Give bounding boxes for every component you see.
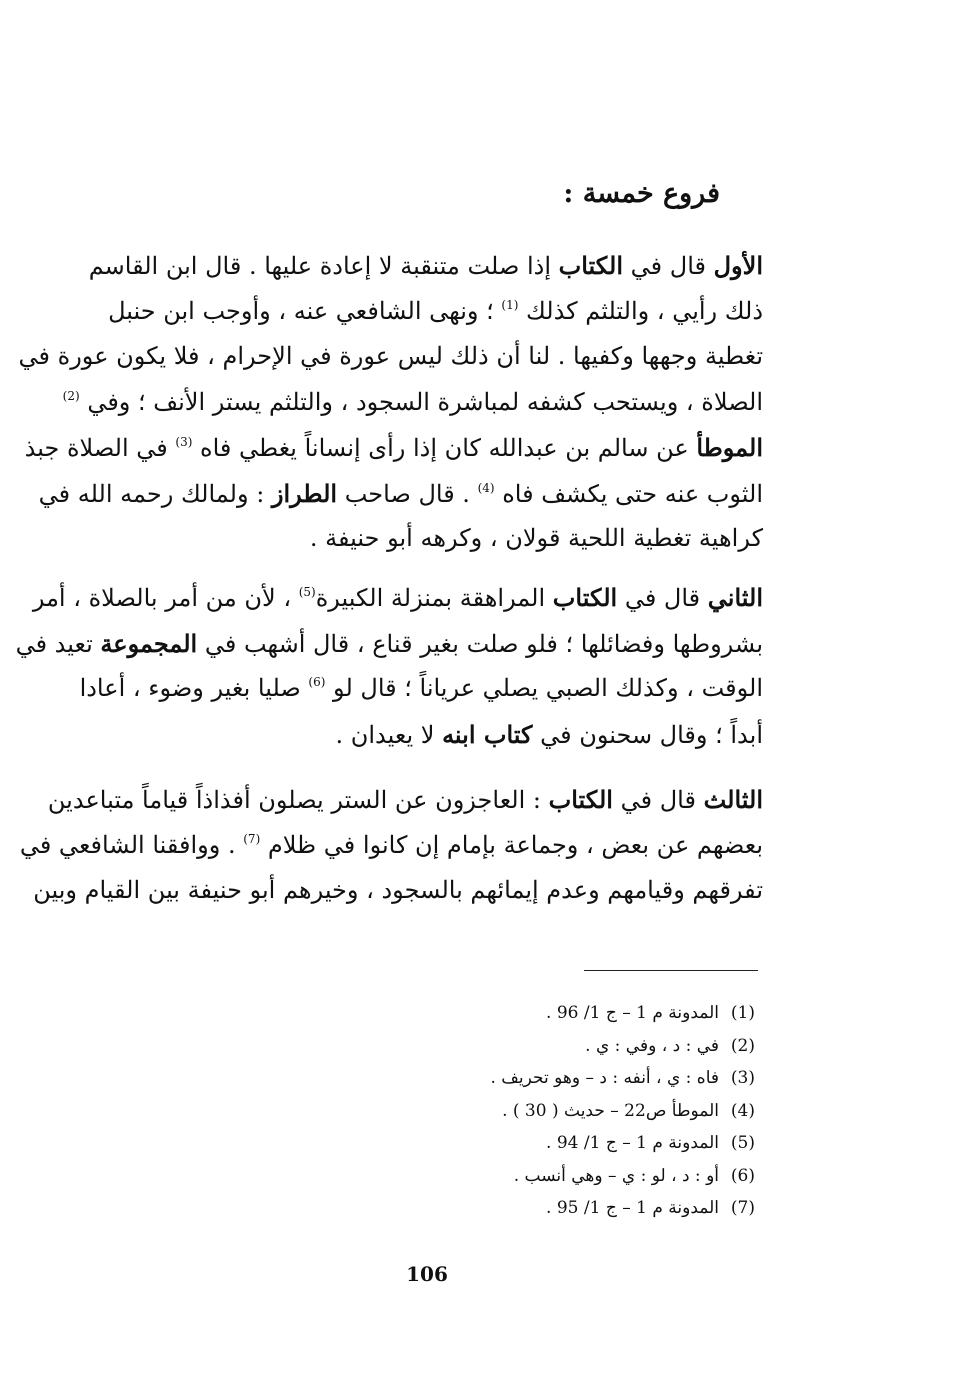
section-heading: فروع خمسة : (563, 178, 720, 209)
footnote-item (490, 1062, 755, 1095)
text-run: بشروطها وفضائلها ؛ فلو صلت بغير قناع ، قال أشهب في (197, 629, 763, 658)
text-line (19, 823, 763, 869)
footnote-item (490, 1127, 755, 1160)
footnote-divider (584, 970, 758, 971)
bold-term: كتاب ابنه (442, 719, 533, 749)
text-run: أبداً ؛ وقال سحنون في (532, 720, 763, 749)
bold-term: الكتاب (552, 583, 618, 612)
footnote-number: (2) (730, 1035, 755, 1056)
text-run: قال في (617, 584, 708, 612)
footnote-number: (5) (730, 1133, 755, 1153)
text-run: تغطية وجهها وكفيها . لنا أن ذلك ليس عورة في الإحرام ، فلا يكون عورة في (18, 342, 763, 370)
text-run: : العاجزون عن الستر يصلون أفذاذاً قياماً متباعدين (47, 786, 549, 814)
text-run: المراهقة بمنزلة الكبيرة (315, 584, 553, 612)
footnote-number: (3) (730, 1068, 755, 1088)
page-number: 106 (406, 1262, 448, 1286)
footnote-text: المدونة م 1 – ج 1/ 95 . (546, 1198, 719, 1218)
text-run: : ولمالك رحمه الله في (38, 479, 272, 508)
bold-term: المجموعة (100, 628, 198, 658)
text-line (62, 380, 763, 426)
bold-term: الأول (713, 251, 763, 280)
footnote-number: (7) (730, 1198, 755, 1218)
footnote-text: الموطأ ص22 – حديث ( 30 ) . (502, 1100, 719, 1121)
footnote-marker: (6) (308, 675, 326, 689)
text-line (38, 471, 763, 517)
paragraph-first-branch (18, 243, 763, 562)
text-run: صليا بغير وضوء ، أعادا (79, 674, 309, 702)
text-line (18, 334, 763, 380)
text-run: تفرقهم وقيامهم وعدم إيمائهم بالسجود ، وخيرهم أبو حنيفة بين القيام وبين (33, 876, 763, 904)
footnote-text: المدونة م 1 – ج 1/ 96 . (546, 1003, 719, 1023)
footnote-number: (6) (730, 1165, 755, 1186)
footnote-item (490, 1160, 755, 1193)
paragraph-third-branch (19, 777, 763, 914)
bold-term: الموطأ (696, 433, 763, 462)
text-run: إذا صلت متنقبة لا إعادة عليها . قال ابن القاسم (88, 252, 559, 280)
text-line (79, 666, 763, 712)
footnote-item (490, 1192, 755, 1225)
text-run: الصلاة ، ويستحب كشفه لمباشرة السجود ، والتلثم يستر الأنف ؛ وفي (79, 387, 763, 416)
text-line (88, 243, 763, 289)
footnotes (490, 997, 755, 1225)
text-line (15, 621, 763, 667)
text-line (47, 777, 763, 823)
footnote-marker: (3) (175, 435, 193, 449)
text-line (98, 712, 763, 758)
footnote-number: (4) (730, 1100, 755, 1121)
text-run: الثوب عنه حتى يكشف فاه (494, 479, 763, 508)
footnote-number: (1) (730, 1003, 755, 1023)
footnote-item (490, 997, 755, 1030)
bold-term: الثاني (707, 583, 763, 612)
text-line (98, 289, 763, 335)
footnote-marker: (1) (501, 297, 519, 312)
paragraph-second-branch (15, 575, 763, 757)
footnote-text: أو : د ، لو : ي – وهي أنسب . (513, 1165, 719, 1186)
footnote-marker: (4) (477, 480, 495, 495)
text-run: لا يعيدان . (335, 720, 443, 749)
bold-term: الثالث (703, 785, 763, 814)
footnote-marker: (5) (298, 585, 316, 599)
text-run: ذلك رأيي ، والتلثم كذلك (518, 296, 763, 325)
text-run: تعيد في (15, 629, 101, 658)
text-line (33, 868, 763, 914)
footnote-text: في : د ، وفي : ي . (585, 1035, 719, 1056)
footnote-item (490, 1030, 755, 1063)
footnote-text: المدونة م 1 – ج 1/ 94 . (546, 1133, 719, 1153)
text-run: عن سالم بن عبدالله كان إذا رأى إنساناً يغطي فاه (192, 434, 697, 462)
text-run: قال في (612, 786, 704, 814)
text-run: . قال صاحب (337, 479, 478, 508)
text-line (98, 516, 763, 562)
text-run: . ووافقنا الشافعي في (19, 830, 244, 859)
bold-term: الطراز (271, 478, 338, 508)
bold-term: الكتاب (548, 785, 613, 814)
text-run: ، لأن من أمر بالصلاة ، أمر (32, 584, 299, 612)
text-run: بعضهم عن بعض ، وجماعة بإمام إن كانوا في ظلام (260, 830, 763, 859)
footnote-text: فاه : ي ، أنفه : د – وهو تحريف . (490, 1068, 719, 1088)
text-run: قال في (623, 252, 714, 280)
text-line (24, 425, 763, 471)
text-run: كراهية تغطية اللحية قولان ، وكرهه أبو حنيفة . (309, 524, 763, 552)
text-run: في الصلاة جبذ (24, 434, 176, 462)
footnote-marker: (7) (243, 831, 261, 846)
text-run: الوقت ، وكذلك الصبي يصلي عرياناً ؛ قال لو (325, 674, 763, 702)
footnote-item (490, 1095, 755, 1128)
text-line (32, 575, 763, 621)
text-run: ؛ ونهى الشافعي عنه ، وأوجب ابن حنبل (108, 296, 502, 325)
bold-term: الكتاب (558, 251, 624, 280)
footnote-marker: (2) (62, 388, 80, 403)
